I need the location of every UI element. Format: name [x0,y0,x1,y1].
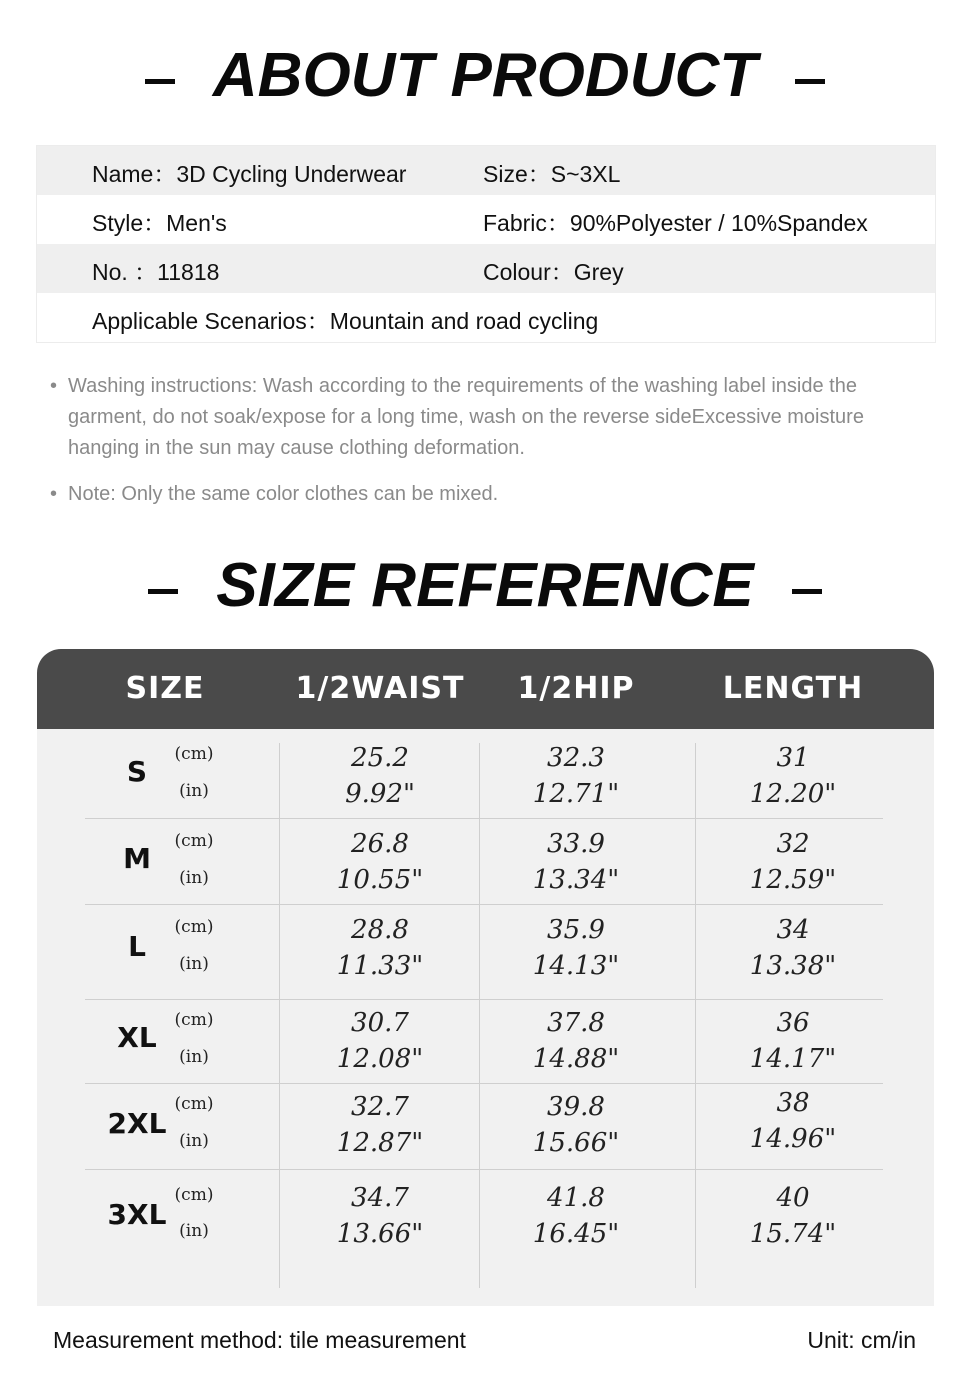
hip-in: 16.45" [532,1219,620,1249]
info-size: Size：S~3XL [483,161,621,187]
unit-in: (in) [179,1221,209,1241]
info-row [37,195,935,244]
unit-label: Unit: cm/in [807,1327,916,1353]
waist-cm: 28.8 [351,915,409,945]
header-size: SIZE [125,671,205,706]
hip-cm: 33.9 [547,829,605,859]
length-cm: 31 [776,743,810,773]
title-dash-left [148,589,178,594]
unit-in: (in) [179,1047,209,1067]
unit-cm: (cm) [174,744,214,764]
info-fabric: Fabric：90%Polyester / 10%Spandex [483,210,868,236]
bullet-icon: • [50,483,58,505]
length-in: 14.17" [749,1044,837,1074]
unit-in: (in) [179,781,209,801]
waist-cm: 34.7 [351,1183,409,1213]
color-mix-text: Note: Only the same color clothes can be mixed. [68,483,499,505]
about-product-title-text: ABOUT PRODUCT [212,41,758,110]
waist-in: 10.55" [336,865,424,895]
hip-in: 14.13" [532,951,620,981]
unit-in: (in) [179,1131,209,1151]
length-in: 13.38" [749,951,837,981]
waist-in: 13.66" [336,1219,424,1249]
unit-cm: (cm) [174,1010,214,1030]
size-label: 2XL [107,1107,167,1140]
row-divider [85,999,883,1000]
unit-cm: (cm) [174,1185,214,1205]
row-divider [85,1169,883,1170]
bullet-icon: • [50,375,58,397]
size-label: L [128,930,146,963]
info-scenarios: Applicable Scenarios：Mountain and road cycling [92,308,599,334]
hip-cm: 41.8 [547,1183,605,1213]
unit-in: (in) [179,868,209,888]
length-cm: 38 [776,1088,810,1118]
title-dash-right [792,589,822,594]
info-row [37,146,935,195]
hip-in: 14.88" [532,1044,620,1074]
length-cm: 34 [776,915,810,945]
info-number: No. ：11818 [92,259,220,285]
size-reference-title-text: SIZE REFERENCE [216,551,754,620]
row-divider [85,904,883,905]
header-half-waist: 1/2WAIST [295,671,465,706]
color-mix-note [50,479,920,510]
title-dash-right [795,79,825,84]
unit-cm: (cm) [174,1094,214,1114]
size-table [37,649,934,1306]
hip-cm: 37.8 [547,1008,605,1038]
waist-cm: 26.8 [351,829,409,859]
length-cm: 36 [776,1008,810,1038]
info-row [37,293,935,342]
washing-instructions-note [50,371,920,464]
hip-in: 13.34" [532,865,620,895]
length-cm: 32 [776,829,810,859]
waist-in: 11.33" [336,951,424,981]
info-colour: Colour：Grey [483,259,624,285]
unit-cm: (cm) [174,917,214,937]
header-length: LENGTH [722,671,864,706]
waist-cm: 32.7 [351,1092,409,1122]
length-in: 14.96" [749,1124,837,1154]
info-style: Style：Men's [92,210,227,236]
hip-in: 12.71" [532,779,620,809]
washing-instructions-text: Washing instructions: Wash according to the requirements of the washing label inside the garment, do not soak/expose for a long time, wash on the reverse sideExcessive moisture hanging in the sun may cause clothing deformation. [68,375,864,459]
waist-in: 9.92" [345,779,415,809]
measurement-method: Measurement method: tile measurement [53,1327,466,1353]
hip-in: 15.66" [532,1128,620,1158]
waist-cm: 25.2 [351,743,409,773]
about-product-title [0,36,970,116]
row-divider [85,818,883,819]
waist-in: 12.08" [336,1044,424,1074]
info-name: Name：3D Cycling Underwear [92,161,407,187]
row-divider [85,1083,883,1084]
waist-in: 12.87" [336,1128,424,1158]
length-in: 12.20" [749,779,837,809]
length-cm: 40 [776,1183,810,1213]
size-label: M [123,842,151,875]
title-dash-left [145,79,175,84]
hip-cm: 39.8 [547,1092,605,1122]
header-half-hip: 1/2HIP [517,671,635,706]
size-label: XL [117,1021,157,1054]
waist-cm: 30.7 [351,1008,409,1038]
length-in: 12.59" [749,865,837,895]
info-row [37,244,935,293]
size-label: 3XL [107,1198,167,1231]
hip-cm: 35.9 [547,915,605,945]
length-in: 15.74" [749,1219,837,1249]
size-reference-title [0,546,970,626]
size-table-header [37,649,934,729]
product-info-table [36,145,936,343]
unit-cm: (cm) [174,831,214,851]
size-label: S [126,755,148,788]
hip-cm: 32.3 [547,743,605,773]
unit-in: (in) [179,954,209,974]
